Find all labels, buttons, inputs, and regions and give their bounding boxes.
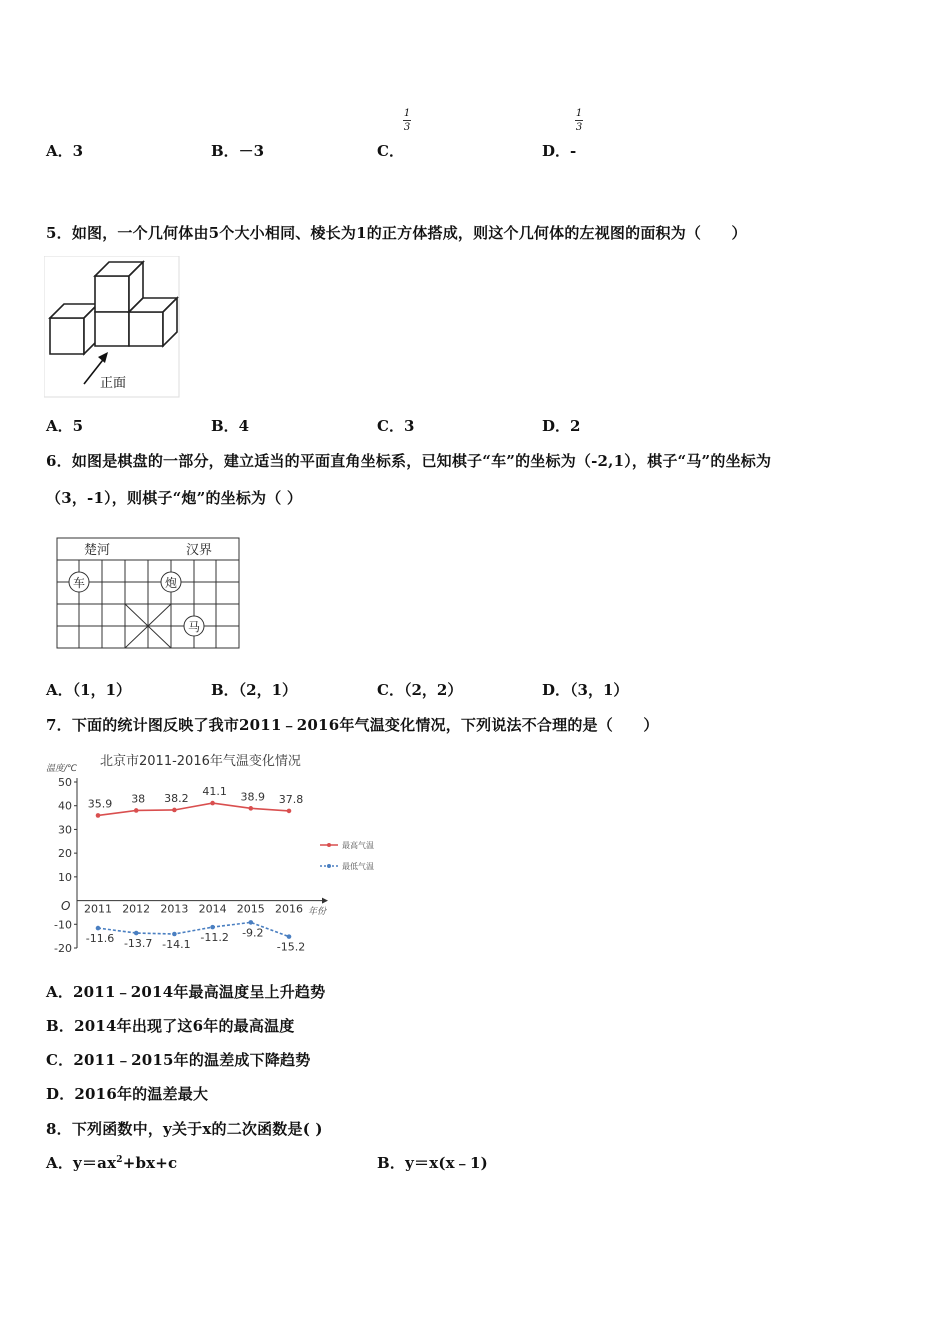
q6-chessboard: [54, 536, 244, 654]
chart-series-high-line: [98, 803, 289, 815]
fraction-denominator: 3: [403, 122, 411, 133]
q5-option-b[interactable]: B．4: [211, 417, 250, 435]
legend-low-marker: [327, 864, 331, 868]
chart-xlabel: 年份: [308, 907, 327, 917]
chart-low-data-label: -13.7: [123, 937, 153, 951]
chart-low-data-label: -11.2: [200, 931, 229, 945]
chart-low-data-label: -11.6: [85, 932, 115, 946]
chart-x-tick-label: 2015: [236, 902, 265, 916]
chart-ylabel: 温度/℃: [46, 764, 78, 774]
chart-low-point: [96, 926, 101, 931]
chart-high-point: [96, 813, 101, 818]
piece-ma: [184, 616, 204, 636]
q8-option-b[interactable]: B．y＝x(x﹣1): [377, 1154, 488, 1172]
chart-low-data-label: -14.1: [162, 938, 191, 952]
q7-option-c[interactable]: C．2011﹣2015年的温差成下降趋势: [46, 1051, 311, 1069]
chart-low-data-label: -9.2: [242, 926, 264, 940]
chart-y-tick-label: 10: [58, 870, 72, 884]
legend-low-label: 最低气温: [342, 862, 374, 871]
q4-option-c[interactable]: C．: [377, 142, 404, 160]
q7-option-d[interactable]: D．2016年的温差最大: [46, 1085, 209, 1103]
chart-high-data-label: 38.2: [164, 791, 189, 805]
q8-option-a-exponent: 2: [116, 1155, 123, 1165]
chart-low-point: [172, 932, 177, 937]
legend-high-marker: [327, 843, 331, 847]
piece-pao-label: 炮: [164, 576, 178, 590]
q6-option-a[interactable]: A．（1，1）: [46, 681, 132, 699]
fraction-denominator: 3: [575, 122, 583, 133]
chart-high-data-label: 38.9: [240, 790, 266, 804]
q4-option-a[interactable]: A．3: [46, 142, 84, 160]
chart-y-tick-label: 20: [58, 847, 72, 861]
chart-high-data-label: 41.1: [202, 785, 227, 799]
q8-option-a-prefix: A．y＝ax: [46, 1154, 117, 1172]
q6-option-d[interactable]: D．（3，1）: [542, 681, 629, 699]
chart-high-point: [249, 806, 254, 811]
q8-stem: 8．下列函数中，y关于x的二次函数是( ): [46, 1120, 323, 1138]
q7-stem: 7．下面的统计图反映了我市2011﹣2016年气温变化情况，下列说法不合理的是（ ）: [46, 716, 659, 734]
q6-stem-line1: 6．如图是棋盘的一部分，建立适当的平面直角坐标系，已知棋子“车”的坐标为（-2,1），棋子“马”的坐标为: [46, 452, 772, 470]
chart-low-data-label: -15.2: [276, 940, 306, 954]
q6-option-c[interactable]: C．（2，2）: [377, 681, 463, 699]
chart-x-tick-label: 2014: [198, 902, 227, 916]
chart-y-tick-label: -10: [54, 918, 72, 932]
q6-option-b[interactable]: B．（2，1）: [211, 681, 298, 699]
chart-high-data-label: 37.8: [278, 792, 304, 806]
chart-title: 北京市2011-2016年气温变化情况: [100, 754, 301, 769]
chart-high-point: [172, 808, 177, 813]
piece-che: [69, 572, 89, 592]
q8-option-a[interactable]: [46, 1152, 177, 1173]
chart-x-tick-label: 2012: [122, 902, 151, 916]
q5-cube-figure: [44, 256, 180, 398]
q5-option-a[interactable]: A．5: [46, 417, 84, 435]
piece-ma-label: 马: [187, 620, 201, 634]
chart-x-tick-label: 2013: [160, 902, 189, 916]
legend-high-label: 最高气温: [342, 841, 374, 850]
piece-che-label: 车: [72, 576, 86, 590]
chart-origin: O: [61, 899, 71, 913]
chart-x-axis-arrow: [322, 898, 328, 904]
chart-low-point: [134, 931, 139, 936]
q8-option-a-suffix: +bx+c: [122, 1154, 178, 1172]
chart-y-tick-label: -20: [54, 942, 72, 955]
piece-pao: [161, 572, 181, 592]
chart-high-point: [134, 808, 139, 813]
q5-stem: 5．如图，一个几何体由5个大小相同、棱长为1的正方体搭成，则这个几何体的左视图的面积为（ ）: [46, 224, 747, 242]
chart-high-point: [210, 801, 215, 806]
q4-fraction-d: [575, 108, 583, 133]
chart-low-point: [249, 920, 254, 925]
q4-option-d[interactable]: D．-: [542, 142, 577, 160]
chart-high-point: [287, 809, 292, 814]
chart-y-tick-label: 50: [58, 776, 72, 789]
chart-high-data-label: 35.9: [87, 797, 113, 811]
q5-front-label: 正面: [100, 376, 127, 391]
q5-option-d[interactable]: D．2: [542, 417, 581, 435]
chart-x-tick-label: 2011: [84, 902, 112, 916]
board-river-right: 汉界: [186, 543, 213, 558]
chart-low-point: [210, 925, 215, 930]
q4-fraction-c: [403, 108, 411, 133]
q5-option-c[interactable]: C．3: [377, 417, 415, 435]
fraction-numerator: 1: [575, 108, 583, 119]
q4-option-b[interactable]: B．－3: [211, 142, 265, 160]
fraction-numerator: 1: [403, 108, 411, 119]
board-river-left: 楚河: [84, 543, 111, 558]
chart-y-tick-label: 30: [58, 823, 72, 837]
chart-legend: [320, 840, 374, 871]
q7-temperature-chart: [44, 748, 389, 960]
chart-low-point: [287, 934, 292, 939]
chart-x-tick-label: 2016: [275, 902, 303, 916]
chart-high-data-label: 38: [131, 792, 146, 806]
q7-option-b[interactable]: B．2014年出现了这6年的最高温度: [46, 1017, 295, 1035]
q6-stem-line2: （3，-1），则棋子“炮”的坐标为（ ）: [46, 489, 303, 507]
chart-y-tick-label: 40: [58, 799, 72, 813]
q7-option-a[interactable]: A．2011﹣2014年最高温度呈上升趋势: [46, 983, 326, 1001]
